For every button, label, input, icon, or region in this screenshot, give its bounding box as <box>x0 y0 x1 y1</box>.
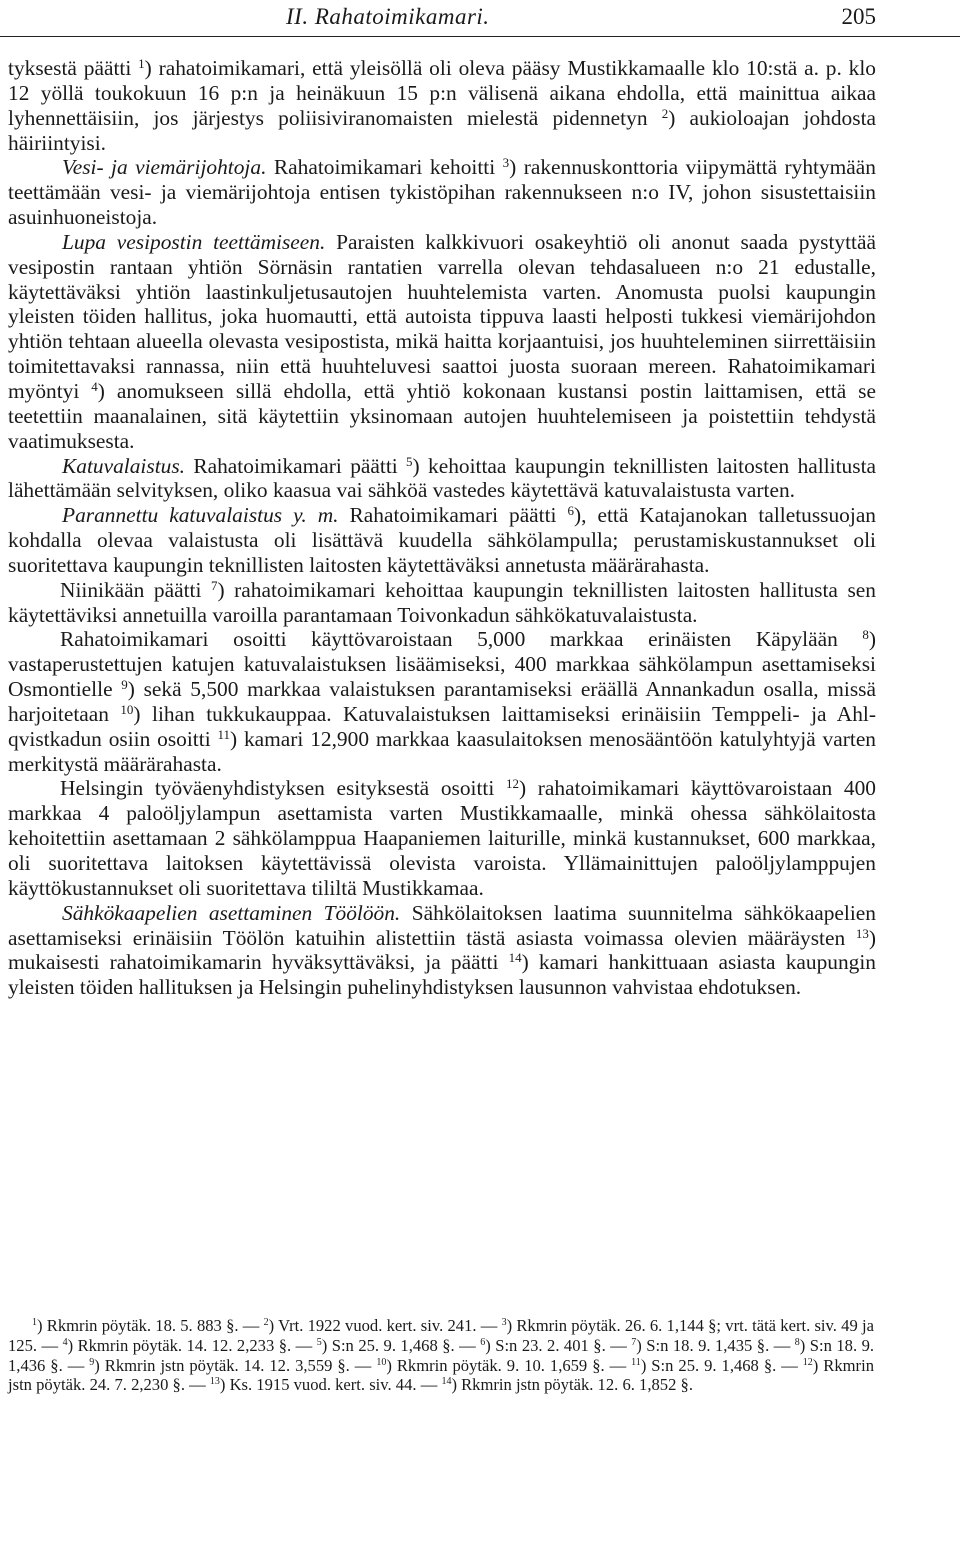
footnote-number: 5 <box>316 1336 322 1348</box>
text-run: Sähkölaitoksen laatima suunnitelma sähkökaapelien asettamiseksi erinäisiin Töölön katuihin alistettiin tästä asiasta voimassa olevien määräysten <box>8 900 876 950</box>
footnote-ref: 14 <box>508 950 522 966</box>
section-heading: Sähkökaapelien asettaminen Töölöön. <box>62 900 401 925</box>
text-run: ) rakennuskonttoria viipymättä ryhtymään teettämään vesi- ja viemärijohtoja entisen tykistöpihan rakennukseen n:o IV, johon sisustettaisiin asuinhuoneistoja. <box>8 155 876 230</box>
section-heading: Vesi- ja viemärijohtoja. <box>62 155 267 180</box>
text-run: ) mukaisesti rahatoimikamarin hyväksyttäväksi, ja päätti <box>8 925 876 975</box>
footnote-number: 7 <box>631 1336 637 1348</box>
footnote-text: ) S:n 18. 9. 1,436 §. — <box>8 1335 875 1375</box>
text-run: ) rahatoimikamari kehoittaa kaupungin teknillisten laitosten hallitusta sen käytettäviksi annetuilla varoilla parantamaan Toivonkadun sähkökatuvalaistusta. <box>8 577 876 627</box>
paragraph <box>8 155 876 230</box>
running-title: II. Rahatoimikamari. <box>286 4 490 29</box>
footnote-text: ) Rkmrin pöytäk. 18. 5. 883 §. — <box>37 1316 264 1335</box>
footnotes <box>8 1316 874 1395</box>
footnote-number: 4 <box>62 1336 68 1348</box>
footnote-text: ) Ks. 1915 vuod. kert. siv. 44. — <box>219 1375 442 1395</box>
footnote-text: ) Rkmrin pöytäk. 26. 6. 1,144 §; vrt. tätä kert. siv. 49 ja 125. — <box>8 1316 874 1355</box>
footnote-block <box>8 1316 874 1395</box>
footnote-number: 1 <box>32 1317 37 1328</box>
text-run: Rahatoimikamari päätti <box>185 453 407 478</box>
paragraph <box>8 901 876 1000</box>
paragraph <box>8 627 876 776</box>
footnote-number: 8 <box>794 1336 800 1348</box>
footnote-ref: 8 <box>862 627 869 643</box>
footnote-text: ) Rkmrin pöytäk. 9. 10. 1,659 §. — <box>386 1355 632 1375</box>
footnote-ref: 10 <box>120 701 134 717</box>
body-text <box>8 56 876 1000</box>
paragraph <box>8 230 876 454</box>
footnote-number: 2 <box>263 1317 269 1328</box>
footnote-text: ) Rkmrin pöytäk. 14. 12. 2,233 §. — <box>67 1335 317 1355</box>
footnote-text: ) S:n 25. 9. 1,468 §. — <box>321 1335 481 1355</box>
section-heading: Parannettu katuvalaistus y. m. <box>62 503 339 528</box>
footnote-text: ) S:n 25. 9. 1,468 §. — <box>640 1355 803 1375</box>
footnote-text: ) Rkmrin jstn pöytäk. 12. 6. 1,852 §. <box>451 1375 693 1395</box>
text-run: Rahatoimikamari kehoitti <box>266 155 503 180</box>
text-run: Paraisten kalkkivuori osakeyhtiö oli anonut saada pystyttää vesipostin rantaan yhtiön Sörnäsin rantatien varrella olevan tehdasalueen n:o 21 edustalle, käytettäväksi yhtiön laastinkuljetusautojen huuhtelemista varten. Anomusta puolsi kaupungin yleisten töiden hallitus, joka huomautti, että autoista tippuva laasti helposti tukkesi viemärijohdon yhtiön tehtaan alueella olevasta vesipostista, mikä haitta korjaantuisi, jos huuhteleminen siirrettäisiin toimitettavaksi rannassa, niin että huuhteluvesi saattoi juosta suoraan mereen. Rahatoimikamari myöntyi <box>8 229 876 403</box>
paragraph <box>8 503 876 578</box>
text-run: ) lihan tukkukauppaa. Katuvalaistuksen laittamiseksi erinäisiin Temppeli- ja Ahlqvistkadun osiin osoitti <box>8 701 877 751</box>
footnote-number: 12 <box>802 1356 813 1368</box>
footnote-number: 10 <box>376 1356 387 1368</box>
footnote-ref: 1 <box>138 56 145 71</box>
footnote-number: 9 <box>89 1356 95 1368</box>
section-heading: Lupa vesipostin teettämiseen. <box>62 229 326 254</box>
footnote-ref: 12 <box>506 776 519 792</box>
footnote-ref: 5 <box>406 453 413 469</box>
text-run: Rahatoimikamari osoitti käyttövaroistaan 5,000 markkaa erinäisten Käpylään <box>60 627 863 652</box>
section-heading: Katuvalaistus. <box>62 453 186 478</box>
footnote-ref: 4 <box>91 378 98 394</box>
text-run: ) kamari 12,900 markkaa kaasulaitoksen menosääntöön katulyhtyjä varten merkitystä määrärahasta. <box>8 726 877 776</box>
footnote-number: 6 <box>480 1336 486 1348</box>
paragraph <box>8 454 876 504</box>
footnote-ref: 13 <box>855 925 869 941</box>
text-run: ) sekä 5,500 markkaa valaistuksen parantamiseksi eräällä Annankadun osalla, missä harjoitetaan <box>8 677 876 726</box>
footnote-text: ) Rkmrin jstn pöytäk. 14. 12. 3,559 §. — <box>94 1355 377 1375</box>
text-run: ) aukioloajan johdosta häiriintyisi. <box>8 105 877 155</box>
footnote-text: ) S:n 18. 9. 1,435 §. — <box>636 1335 795 1355</box>
paragraph <box>8 578 876 628</box>
text-run: ) kamari hankittuaan asiasta kaupungin yleisten töiden hallituksen ja Helsingin puhelinyhdistyksen lausunnon vahvistaa ehdotuksen. <box>8 950 876 1000</box>
footnote-number: 11 <box>631 1356 641 1368</box>
paragraph <box>8 776 876 900</box>
footnote-text: ) S:n 23. 2. 401 §. — <box>485 1335 632 1355</box>
footnote-text: ) Vrt. 1922 vuod. kert. siv. 241. — <box>268 1316 502 1335</box>
page-header <box>0 0 960 37</box>
footnote-ref: 3 <box>502 155 510 171</box>
paragraph <box>8 56 876 155</box>
text-run: ) kehoittaa kaupungin teknillisten laitosten hallitusta lähettämään selvityksen, oliko kaasua vai sähköä vastedes käytettävä katuvalaistusta varten. <box>8 453 877 503</box>
text-run: Helsingin työväenyhdistyksen esityksestä osoitti <box>60 776 506 801</box>
text-run: ) rahatoimikamari, että yleisöllä oli oleva pääsy Mustikkamaalle klo 10:stä a. p. klo 12 yöllä toukokuun 16 p:n ja heinäkuun 15 p:n välisenä aikana ehdolla, että mainittua aikaa lyhennettäisiin, jos järjestys poliisiviranomaisten mielestä pidennetyn <box>8 56 877 130</box>
text-run: ), että Katajanokan talletussuojan kohdalla olevaa valaistusta oli lisättävä kuudella sähkölampulla; perustamiskustannukset oli suoritettava kaupungin teknillisten laitosten käytettäväksi annetusta määrärahasta. <box>8 503 877 577</box>
footnote-ref: 9 <box>121 677 128 693</box>
footnote-ref: 11 <box>217 726 231 742</box>
footnote-number: 14 <box>441 1376 452 1388</box>
footnote-ref: 7 <box>210 577 218 593</box>
footnote-number: 3 <box>501 1317 507 1328</box>
text-run: ) rahatoimikamari käyttövaroistaan 400 markkaa 4 paloöljylampun asettamista varten Mustikkamaalle, minkä ohessa sähkölaitosta kehoitettiin asettamaan 2 sähkölamppua Haapaniemen laiturille, minkä kustannukset, 600 markkaa, oli suoritettava laitoksen käytettävissä olevista varoista. Yllämainittujen paloöljylamppujen käyttökustannukset oli suoritettava tililtä Mustikkamaa. <box>8 776 876 900</box>
text-run: ) anomukseen sillä ehdolla, että yhtiö kokonaan kustansi postin laittamisen, että se teetettiin maanalainen, sitä käytettiin yksinomaan autojen huuhtelemiseen ja poistettiin tehdystä vaatimuksesta. <box>8 378 876 453</box>
footnote-text: ) Rkmrin jstn pöytäk. 24. 7. 2,230 §. — <box>8 1355 874 1395</box>
text-run: ) vastaperustettujen katujen katuvalaistuksen lisäämiseksi, 400 markkaa sähkölampun asettamiseksi Osmontielle <box>8 627 876 702</box>
footnote-ref: 2 <box>661 105 669 121</box>
page-number: 205 <box>841 4 876 29</box>
text-run: Niinikään päätti <box>60 577 211 602</box>
text-run: Rahatoimikamari päätti <box>338 503 568 528</box>
footnote-number: 13 <box>209 1376 220 1388</box>
footnote-ref: 6 <box>567 503 574 519</box>
text-run: tyksestä päätti <box>8 56 139 80</box>
